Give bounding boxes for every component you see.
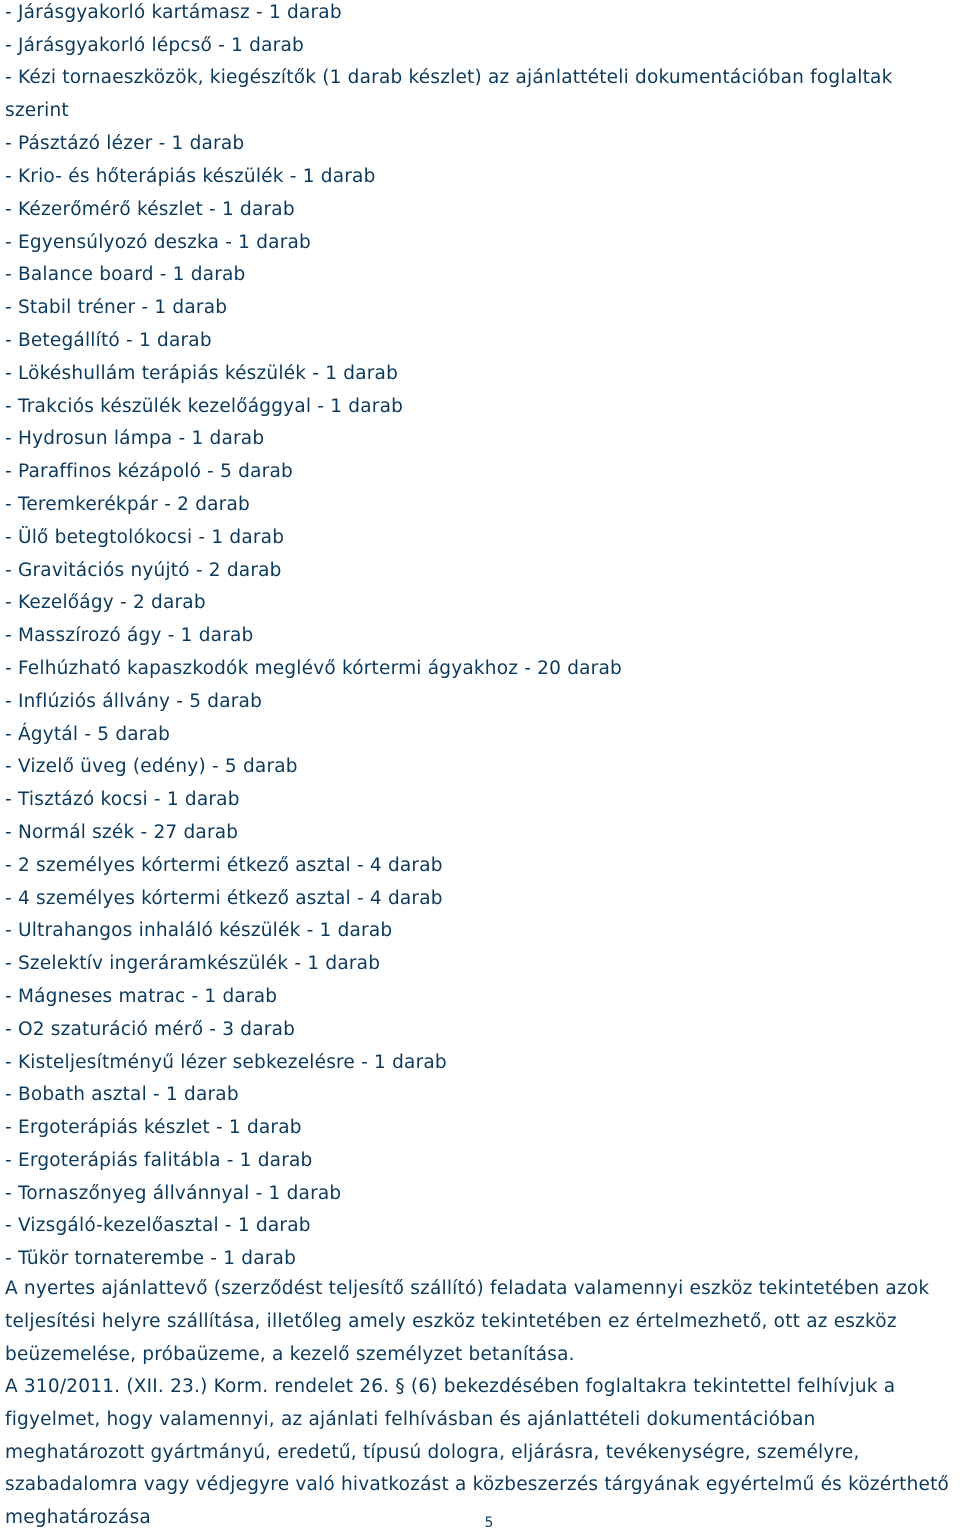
list-item: - Teremkerékpár - 2 darab [5, 493, 250, 515]
list-item: - Járásgyakorló kartámasz - 1 darab [5, 2, 342, 23]
list-item: - Lökéshullám terápiás készülék - 1 darab [5, 362, 399, 384]
regulation-paragraph: A 310/2011. (XII. 23.) Korm. rendelet 26. § (6) bekezdésében foglaltakra tekintettel felhívjuk a figyelmet, hogy valamennyi, az ajánlati felhívásban és ajánlattételi dokumentációban meghatározott gyártmányú, eredetű, típusú dologra, eljárásra, tevékenységre, személyre, szabadalomra vagy védjegyre való hivatkozást a közbeszerzés tárgyának egyértelmű és közérthető meghatározása [5, 1376, 950, 1529]
list-item: - Stabil tréner - 1 darab [5, 297, 228, 319]
list-item: - Ultrahangos inhaláló készülék - 1 darab [5, 920, 393, 942]
list-item: - Járásgyakorló lépcső - 1 darab [5, 34, 304, 56]
list-item: - Bobath asztal - 1 darab [5, 1084, 239, 1106]
list-item: - Ergoterápiás falitábla - 1 darab [5, 1149, 313, 1171]
list-item: - Kézerőmérő készlet - 1 darab [5, 198, 295, 220]
list-item: - Vizelő üveg (edény) - 5 darab [5, 756, 298, 778]
list-item: - Trakciós készülék kezelőággyal - 1 darab [5, 395, 404, 417]
list-item: - Szelektív ingeráramkészülék - 1 darab [5, 953, 381, 975]
list-item: - Normál szék - 27 darab [5, 821, 239, 843]
list-item: - Tornaszőnyeg állvánnyal - 1 darab [5, 1182, 342, 1204]
equipment-list [5, 0, 955, 1279]
list-item: - Vizsgáló-kezelőasztal - 1 darab [5, 1215, 311, 1237]
list-item: - 4 személyes kórtermi étkező asztal - 4 darab [5, 887, 443, 909]
list-item: - Pásztázó lézer - 1 darab [5, 133, 245, 155]
list-item: - Inflúziós állvány - 5 darab [5, 690, 263, 712]
list-item: - Felhúzható kapaszkodók meglévő kórtermi ágyakhoz - 20 darab [5, 657, 622, 679]
list-item: - Krio- és hőterápiás készülék - 1 darab [5, 165, 376, 187]
list-item: - Hydrosun lámpa - 1 darab [5, 428, 265, 450]
list-item: - Masszírozó ágy - 1 darab [5, 625, 254, 647]
list-item: - Ágytál - 5 darab [5, 723, 171, 745]
list-item: - O2 szaturáció mérő - 3 darab [5, 1018, 296, 1040]
list-item: - Tisztázó kocsi - 1 darab [5, 789, 240, 811]
page-number: 5 [484, 1515, 494, 1531]
list-item: - Betegállító - 1 darab [5, 329, 212, 351]
list-item: - Egyensúlyozó deszka - 1 darab [5, 231, 311, 253]
list-item: - Paraffinos kézápoló - 5 darab [5, 461, 293, 483]
delivery-paragraph: A nyertes ajánlattevő (szerződést teljesítő szállító) feladata valamennyi eszköz tekintetében azok teljesítési helyre szállítása, illetőleg amely eszköz tekintetében ez értelmezhető, ott az eszköz beüzemelése, próbaüzeme, a kezelő személyzet betanítása. [5, 1278, 930, 1365]
list-item: - Kézi tornaeszközök, kiegészítők (1 darab készlet) az ajánlattételi dokumentációban foglaltak szerint [5, 67, 893, 121]
list-item: - Kezelőágy - 2 darab [5, 592, 206, 614]
list-item: - Tükör tornaterembe - 1 darab [5, 1248, 297, 1270]
list-item: - Kisteljesítményű lézer sebkezelésre - 1 darab [5, 1051, 447, 1073]
list-item: - Balance board - 1 darab [5, 264, 246, 286]
list-item: - Mágneses matrac - 1 darab [5, 985, 278, 1007]
list-item: - Ergoterápiás készlet - 1 darab [5, 1117, 302, 1139]
list-item: - Gravitációs nyújtó - 2 darab [5, 559, 282, 581]
list-item: - Ülő betegtolókocsi - 1 darab [5, 526, 285, 548]
list-item: - 2 személyes kórtermi étkező asztal - 4 darab [5, 854, 443, 876]
